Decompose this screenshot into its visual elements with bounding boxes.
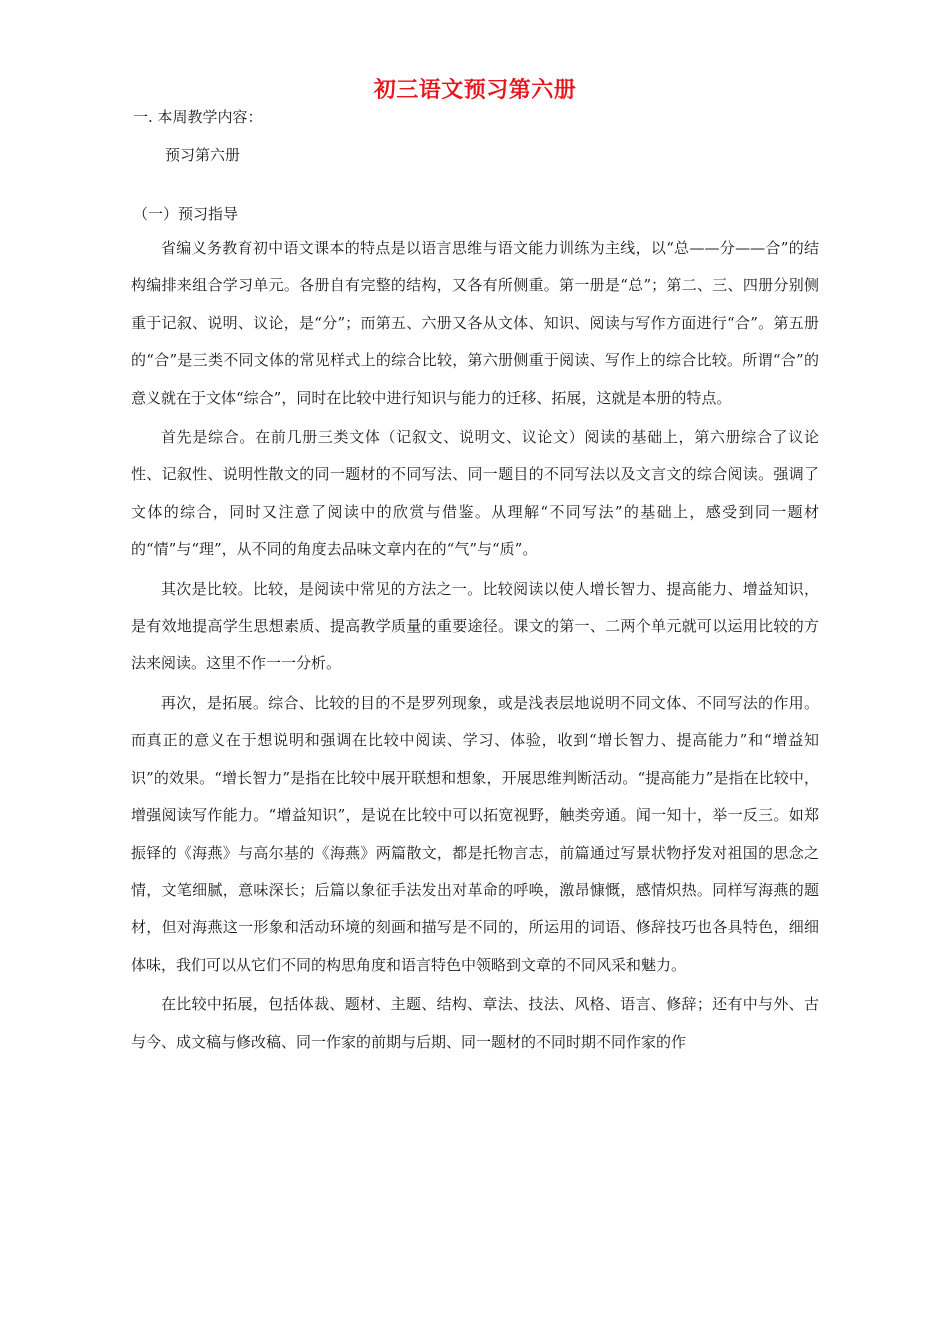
section-heading: 一. 本周教学内容： xyxy=(133,108,263,126)
paragraph-extension-scope: 在比较中拓展，包括体裁、题材、主题、结构、章法、技法、风格、语言、修辞；还有中与外、古与今、成文稿与修改稿、同一作家的前期与后期、同一题材的不同时期不同作家的作 xyxy=(131,995,819,1051)
body-text xyxy=(131,230,819,1061)
guide-heading: （一）预习指导 xyxy=(133,205,239,223)
paragraph-extension: 再次，是拓展。综合、比较的目的不是罗列现象，或是浅表层地说明不同文体、不同写法的作用。而真正的意义在于想说明和强调在比较中阅读、学习、体验，收到“增长智力、提高能力”和“增益知识”的效果。“增长智力”是指在比较中展开联想和想象，开展思维判断活动。“提高能力”是指在比较中，增强阅读写作能力。“增益知识”，是说在比较中可以拓宽视野，触类旁通。闻一知十，举一反三。如郑振铎的《海燕》与高尔基的《海燕》两篇散文，都是托物言志，前篇通过写景状物抒发对祖国的思念之情，文笔细腻，意味深长；后篇以象征手法发出对革命的呼唤，激昂慷慨，感情炽热。同样写海燕的题材，但对海燕这一形象和活动环境的刻画和描写是不同的，所运用的词语、修辞技巧也各具特色，细细体味，我们可以从它们不同的构思角度和语言特色中领略到文章的不同风采和魅力。 xyxy=(131,693,819,974)
document-title: 初三语文预习第六册 xyxy=(373,78,577,103)
sub-heading: 预习第六册 xyxy=(165,146,241,164)
paragraph-synthesis: 首先是综合。在前几册三类文体（记叙文、说明文、议论文）阅读的基础上，第六册综合了议论性、记叙性、说明性散文的同一题材的不同写法、同一题目的不同写法以及文言文的综合阅读。强调了文体的综合，同时又注意了阅读中的欣赏与借鉴。从理解“不同写法”的基础上，感受到同一题材的“情”与“理”，从不同的角度去品味文章内在的“气”与“质”。 xyxy=(131,428,819,559)
paragraph-comparison: 其次是比较。比较，是阅读中常见的方法之一。比较阅读以使人增长智力、提高能力、增益知识，是有效地提高学生思想素质、提高教学质量的重要途径。课文的第一、二两个单元就可以运用比较的方法来阅读。这里不作一一分析。 xyxy=(131,579,819,673)
paragraph-overview: 省编义务教育初中语文课本的特点是以语言思维与语文能力训练为主线，以“总——分——合”的结构编排来组合学习单元。各册自有完整的结构，又各有所侧重。第一册是“总”；第二、三、四册分别侧重于记叙、说明、议论，是“分”；而第五、六册又各从文体、知识、阅读与写作方面进行“合”。第五册的“合”是三类不同文体的常见样式上的综合比较，第六册侧重于阅读、写作上的综合比较。所谓“合”的意义就在于文体“综合”，同时在比较中进行知识与能力的迁移、拓展，这就是本册的特点。 xyxy=(131,239,819,407)
